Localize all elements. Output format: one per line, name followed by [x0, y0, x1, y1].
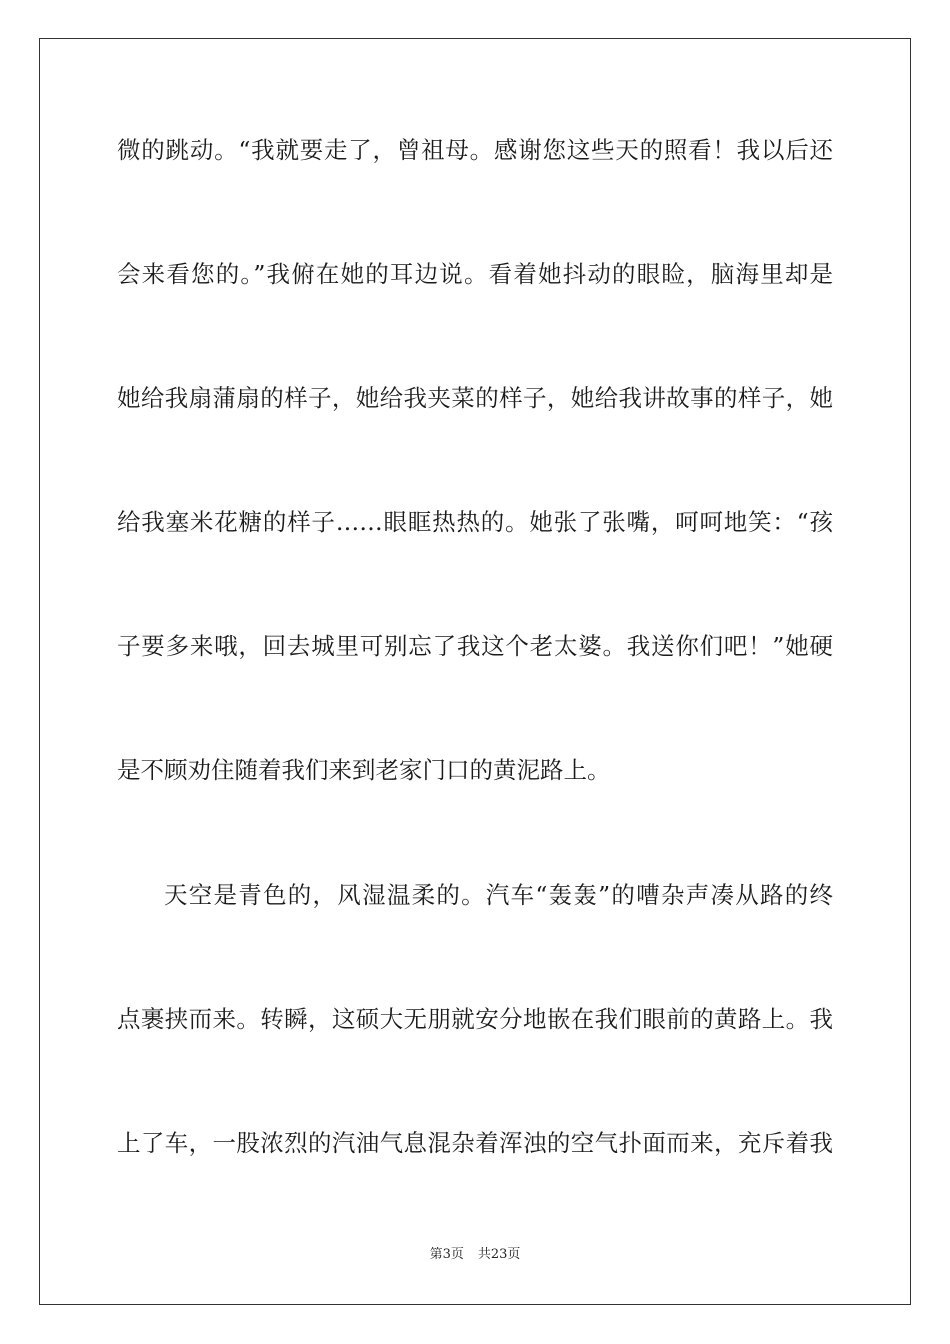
page-footer — [0, 1246, 950, 1264]
text-line-3: 她给我扇蒲扇的样子，她给我夹菜的样子，她给我讲故事的样子，她 — [117, 384, 833, 412]
text-line-8: 点裹挟而来。转瞬，这硕大无朋就安分地嵌在我们眼前的黄路上。我 — [117, 1005, 833, 1033]
text-line-2: 会来看您的。”我俯在她的耳边说。看着她抖动的眼睑，脑海里却是 — [117, 260, 833, 288]
page-number: 第3页 — [429, 1247, 464, 1262]
text-line-4: 给我塞米花糖的样子……眼眶热热的。她张了张嘴，呵呵地笑：“孩 — [117, 508, 833, 536]
text-line-6: 是不顾劝住随着我们来到老家门口的黄泥路上。 — [117, 756, 611, 784]
text-line-7: 天空是青色的，风湿温柔的。汽车“轰轰”的嘈杂声凑从路的终 — [164, 881, 833, 909]
page-total: 共23页 — [477, 1247, 521, 1262]
page-border — [39, 38, 911, 1305]
text-line-1: 微的跳动。“我就要走了，曾祖母。感谢您这些天的照看！我以后还 — [117, 136, 833, 164]
text-line-5: 子要多来哦，回去城里可别忘了我这个老太婆。我送你们吧！”她硬 — [117, 632, 833, 660]
text-line-9: 上了车，一股浓烈的汽油气息混杂着浑浊的空气扑面而来，充斥着我 — [117, 1129, 833, 1157]
